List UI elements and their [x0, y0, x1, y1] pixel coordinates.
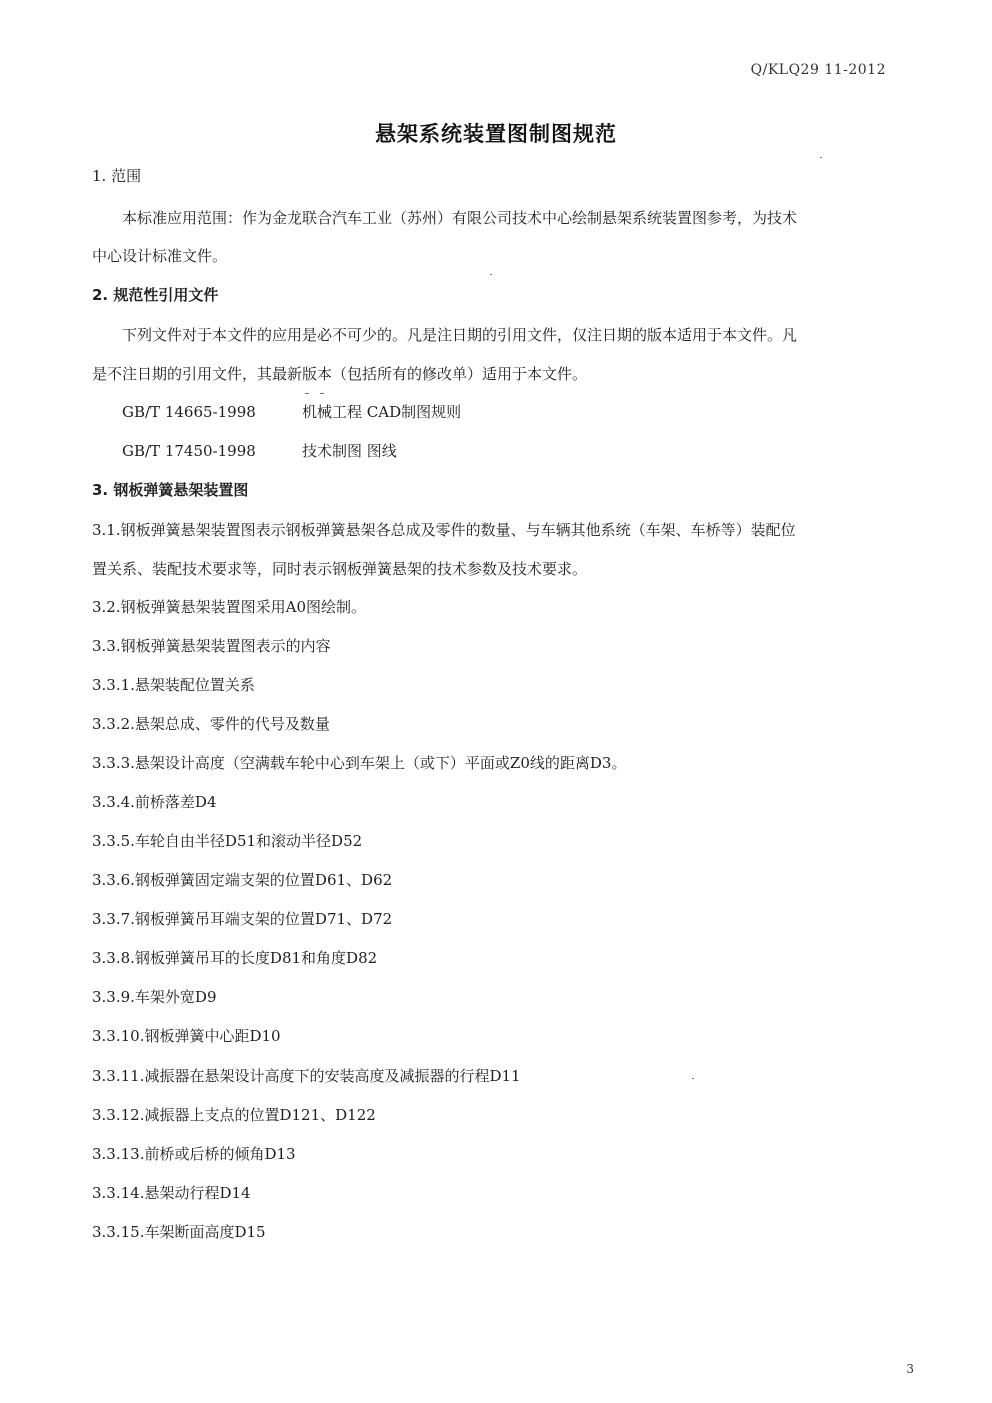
reference-item [122, 441, 397, 461]
scan-speck [305, 393, 309, 394]
list-item: 3.3.6.钢板弹簧固定端支架的位置D61、D62 [92, 871, 393, 889]
scan-speck [820, 157, 822, 158]
section-3-3: 3.3.钢板弹簧悬架装置图表示的内容 [92, 637, 331, 655]
section-3-2: 3.2.钢板弹簧悬架装置图采用A0图绘制。 [92, 598, 367, 616]
scan-speck [490, 274, 492, 275]
section-2-heading: 2. 规范性引用文件 [92, 286, 219, 304]
list-item: 3.3.9.车架外宽D9 [92, 988, 217, 1006]
list-item: 3.3.8.钢板弹簧吊耳的长度D81和角度D82 [92, 949, 378, 967]
list-item: 3.3.14.悬架动行程D14 [92, 1184, 251, 1202]
list-item: 3.3.13.前桥或后桥的倾角D13 [92, 1145, 296, 1163]
section-2-paragraph-line-1: 下列文件对于本文件的应用是必不可少的。凡是注日期的引用文件，仅注日期的版本适用于本文件。凡 [122, 326, 798, 344]
document-code: Q/KLQ29 11-2012 [750, 62, 886, 78]
reference-title: 技术制图 图线 [302, 442, 397, 460]
list-item: 3.3.4.前桥落差D4 [92, 793, 217, 811]
list-item: 3.3.11.减振器在悬架设计高度下的安装高度及减振器的行程D11 [92, 1067, 521, 1085]
reference-code: GB/T 14665-1998 [122, 403, 256, 421]
section-1-heading: 1. 范围 [92, 167, 142, 185]
section-3-1-line-2: 置关系、装配技术要求等，同时表示钢板弹簧悬架的技术参数及技术要求。 [92, 560, 588, 578]
list-item: 3.3.3.悬架设计高度（空满载车轮中心到车架上（或下）平面或Z0线的距离D3。 [92, 754, 627, 772]
section-1-paragraph-line-1: 本标准应用范围：作为金龙联合汽车工业（苏州）有限公司技术中心绘制悬架系统装置图参考，为技术 [122, 209, 798, 227]
list-item: 3.3.12.减振器上支点的位置D121、D122 [92, 1106, 376, 1124]
reference-item [122, 402, 461, 422]
scan-speck [692, 1078, 694, 1079]
list-item: 3.3.7.钢板弹簧吊耳端支架的位置D71、D72 [92, 910, 393, 928]
section-3-1-line-1: 3.1.钢板弹簧悬架装置图表示钢板弹簧悬架各总成及零件的数量、与车辆其他系统（车架、车桥等）装配位 [92, 521, 796, 539]
list-item: 3.3.15.车架断面高度D15 [92, 1223, 266, 1241]
list-item: 3.3.10.钢板弹簧中心距D10 [92, 1027, 281, 1045]
list-item: 3.3.1.悬架装配位置关系 [92, 676, 255, 694]
reference-code: GB/T 17450-1998 [122, 442, 256, 460]
list-item: 3.3.5.车轮自由半径D51和滚动半径D52 [92, 832, 363, 850]
scan-speck [320, 393, 324, 394]
list-item: 3.3.2.悬架总成、零件的代号及数量 [92, 715, 330, 733]
section-2-paragraph-line-2: 是不注日期的引用文件，其最新版本（包括所有的修改单）适用于本文件。 [92, 365, 588, 383]
reference-title: 机械工程 CAD制图规则 [302, 403, 462, 421]
section-1-paragraph-line-2: 中心设计标准文件。 [92, 247, 228, 265]
section-3-heading: 3. 钢板弹簧悬架装置图 [92, 481, 249, 499]
document-title: 悬架系统装置图制图规范 [375, 122, 617, 146]
page-number: 3 [906, 1362, 914, 1376]
